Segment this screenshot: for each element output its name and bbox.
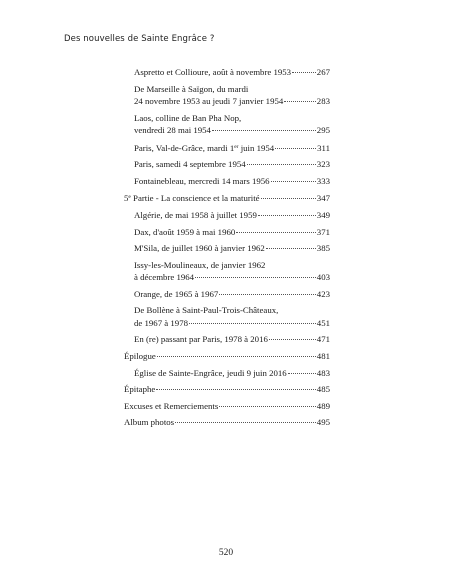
toc-page-number: 283 [316,96,330,106]
toc-page-number: 295 [316,125,330,135]
toc-page-number: 349 [316,209,330,220]
toc-entry-row [134,317,330,329]
running-head: Des nouvelles de Sainte Engrâce ? [64,34,215,44]
dot-leader [261,198,316,199]
toc-page-number: 489 [316,400,330,411]
toc-entry-title: Église de Sainte-Engrâce, jeudi 9 juin 2016 [134,367,287,378]
toc-entry-title: Épitaphe [124,384,156,395]
toc-entry-row [134,66,330,78]
toc-entry [124,367,330,379]
toc-page-number: 423 [316,288,330,299]
toc-page-number: 403 [316,272,330,283]
toc-entry [124,226,330,238]
toc-page-number: 483 [316,367,330,378]
toc-page-number: 471 [316,334,330,345]
toc-entry-title: Album photos [124,417,175,428]
toc-entry [124,416,330,428]
dot-leader [292,72,316,73]
toc-page-number: 323 [316,159,330,170]
toc-entry-title-line: Issy-les-Moulineaux, de janvier 1962 [134,259,266,270]
dot-leader [175,422,316,423]
toc-entry-row [124,191,330,204]
toc-entry [124,191,330,204]
toc-entry [124,141,330,154]
toc-entry-row [134,288,330,300]
toc-entry-title: 24 novembre 1953 au jeudi 7 janvier 1954 [134,96,284,106]
toc-page-number: 333 [316,175,330,186]
toc-entry [124,112,330,137]
dot-leader [157,356,316,357]
toc-entry [124,350,330,362]
toc-entry-row [134,333,330,345]
toc-entry-title: Orange, de 1965 à 1967 [134,288,219,299]
toc-entry [124,66,330,78]
dot-leader [219,294,316,295]
toc-entry-title: M'Sila, de juillet 1960 à janvier 1962 [134,243,265,254]
toc-entry-row [134,175,330,187]
toc-entry-title: Algérie, de mai 1958 à juillet 1959 [134,209,257,220]
toc-entry-title: à décembre 1964 [134,272,195,283]
toc-entry [124,333,330,345]
toc-entry [124,383,330,395]
toc-entry-title-line: De Bollène à Saint-Paul-Trois-Châteaux, [134,305,279,316]
toc-entry-title: Épilogue [124,350,156,361]
toc-entry-title-line: Laos, colline de Ban Pha Nop, [134,112,242,123]
toc-page-number: 311 [317,142,330,153]
dot-leader [189,323,316,324]
toc-entry-title: Paris, samedi 4 septembre 1954 [134,159,246,170]
toc-entry-row [134,242,330,254]
toc-page-number: 495 [316,417,330,428]
toc-entry [124,400,330,412]
dot-leader [195,277,316,278]
toc-entry-title: Fontainebleau, mercredi 14 mars 1956 [134,175,270,186]
table-of-contents [124,66,330,433]
dot-leader [156,389,316,390]
toc-entry [124,259,330,284]
toc-entry [124,83,330,108]
toc-entry-row [134,124,330,136]
dot-leader [271,181,316,182]
toc-entry-row [134,158,330,170]
toc-entry-row [134,141,330,154]
toc-entry [124,158,330,170]
toc-page-number: 485 [316,384,330,395]
toc-entry-title: En (re) passant par Paris, 1978 à 2016 [134,334,268,345]
toc-entry-row [124,400,330,412]
toc-entry-row [134,209,330,221]
dot-leader [266,248,316,249]
toc-entry-row [124,350,330,362]
toc-page-number: 385 [316,243,330,254]
toc-entry-title: Paris, Val-de-Grâce, mardi 1er juin 1954 [134,142,275,153]
toc-entry-title: Aspretto et Collioure, août à novembre 1953 [134,67,292,77]
dot-leader [212,130,316,131]
toc-entry-row [134,95,330,107]
toc-entry [124,175,330,187]
dot-leader [269,339,316,340]
toc-entry [124,304,330,329]
dot-leader [219,406,316,407]
toc-entry-title: 5e Partie - La conscience et la maturité [124,193,260,204]
toc-entry-row [124,416,330,428]
dot-leader [288,373,316,374]
toc-entry [124,242,330,254]
toc-page-number: 481 [316,350,330,361]
page-number: 520 [218,548,234,558]
toc-entry [124,288,330,300]
toc-entry-row [134,271,330,283]
toc-entry-title: Excuses et Remerciements [124,400,219,411]
toc-entry-title: Dax, d'août 1959 à mai 1960 [134,226,236,237]
dot-leader [247,164,316,165]
toc-entry-title: vendredi 28 mai 1954 [134,125,211,135]
dot-leader [258,215,316,216]
toc-entry-title: de 1967 à 1978 [134,317,188,328]
toc-page-number: 451 [316,317,330,328]
toc-entry-title-line: De Marseille à Saïgon, du mardi [134,83,249,94]
toc-entry-row [134,226,330,238]
toc-entry-row [124,383,330,395]
dot-leader [236,232,316,233]
toc-entry [124,209,330,221]
toc-page-number: 371 [316,226,330,237]
toc-page-number: 347 [316,193,330,204]
dot-leader [275,148,316,149]
toc-page-number: 267 [316,67,330,77]
toc-entry-row [134,367,330,379]
dot-leader [284,101,316,102]
